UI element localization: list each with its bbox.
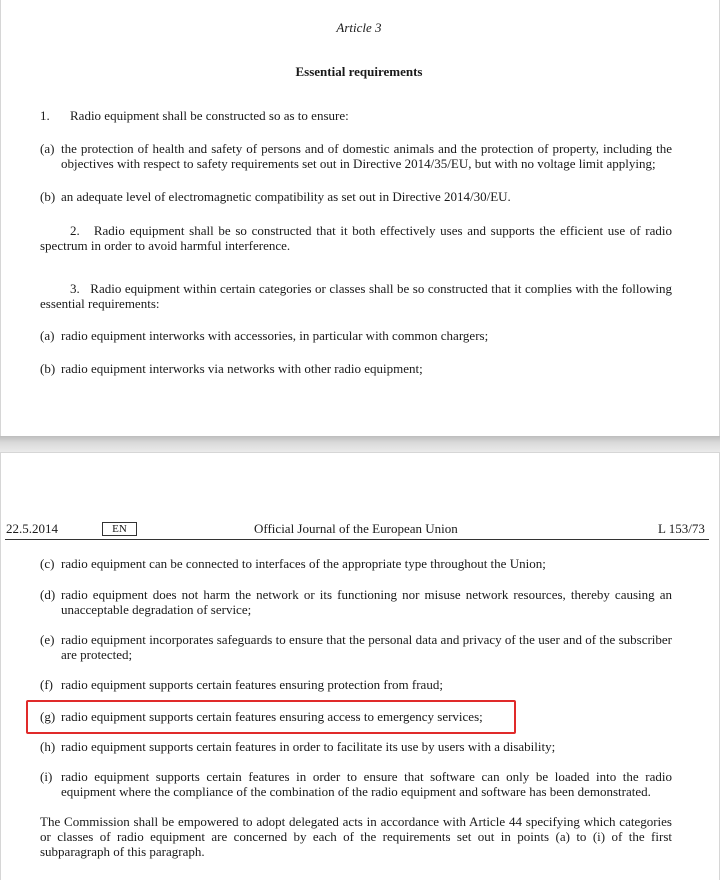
para-2 bbox=[40, 223, 672, 253]
para-2-number: 2. bbox=[70, 223, 80, 238]
item-g-text: radio equipment supports certain features ensuring access to emergency services; bbox=[61, 709, 483, 724]
article-heading: Essential requirements bbox=[295, 64, 423, 79]
item-c-label: (c) bbox=[40, 556, 55, 571]
para-1-text: Radio equipment shall be constructed so as to ensure: bbox=[70, 108, 349, 123]
item-h-label: (h) bbox=[40, 739, 56, 754]
item-f-text: radio equipment supports certain features ensuring protection from fraud; bbox=[61, 677, 443, 692]
journal-title: Official Journal of the European Union bbox=[254, 521, 458, 536]
item-b1-text: an adequate level of electromagnetic compatibility as set out in Directive 2014/30/EU. bbox=[61, 189, 511, 204]
para-2-text: Radio equipment shall be so constructed that it both effectively uses and supports the efficient use of radio spectrum in order to avoid harmful interference. bbox=[40, 223, 673, 253]
article-label: Article 3 bbox=[336, 20, 382, 35]
journal-date: 22.5.2014 bbox=[6, 521, 58, 536]
item-e-text: radio equipment incorporates safeguards to ensure that the personal data and privacy of the user and of the subscriber are protected; bbox=[61, 632, 672, 662]
highlight-box bbox=[26, 700, 516, 734]
item-i-text: radio equipment supports certain features in order to ensure that software can only be loaded into the radio equipment where the compliance of the combination of the radio equipment and software has been demonstrated. bbox=[61, 769, 672, 799]
para-3 bbox=[40, 281, 672, 311]
item-g-label: (g) bbox=[40, 709, 56, 724]
journal-page-ref: L 153/73 bbox=[658, 521, 705, 536]
item-b3-label: (b) bbox=[40, 361, 56, 376]
page-separator bbox=[0, 436, 720, 452]
item-a3-text: radio equipment interworks with accessories, in particular with common chargers; bbox=[61, 328, 489, 343]
para-3-number: 3. bbox=[70, 281, 80, 296]
header-divider bbox=[5, 539, 709, 540]
item-e-label: (e) bbox=[40, 632, 55, 647]
item-a3-label: (a) bbox=[40, 328, 55, 343]
item-b1-label: (b) bbox=[40, 189, 56, 204]
para-3-text: Radio equipment within certain categories or classes shall be so constructed that it complies with the following essential requirements: bbox=[40, 281, 673, 311]
item-h-text: radio equipment supports certain features in order to facilitate its use by users with a disability; bbox=[61, 739, 556, 754]
language-badge: EN bbox=[102, 522, 137, 536]
para-1-number: 1. bbox=[40, 108, 50, 123]
item-a1-label: (a) bbox=[40, 141, 55, 156]
item-b3-text: radio equipment interworks via networks with other radio equipment; bbox=[61, 361, 423, 376]
item-d-text: radio equipment does not harm the network or its functioning nor misuse network resources, thereby causing an unacceptable degradation of service; bbox=[61, 587, 672, 617]
item-c-text: radio equipment can be connected to interfaces of the appropriate type throughout the Union; bbox=[61, 556, 546, 571]
item-f-label: (f) bbox=[40, 677, 53, 692]
item-d-label: (d) bbox=[40, 587, 56, 602]
item-i-label: (i) bbox=[40, 769, 53, 784]
item-a1-text: the protection of health and safety of persons and of domestic animals and the protection of property, including the objectives with respect to safety requirements set out in Directive 2014/35/EU, but with no voltage limit applying; bbox=[61, 141, 672, 171]
closing-paragraph: The Commission shall be empowered to adopt delegated acts in accordance with Article 44 specifying which categories or classes of radio equipment are concerned by each of the requirements set out in points (a) to (i) of the first subparagraph of this paragraph. bbox=[40, 814, 672, 859]
